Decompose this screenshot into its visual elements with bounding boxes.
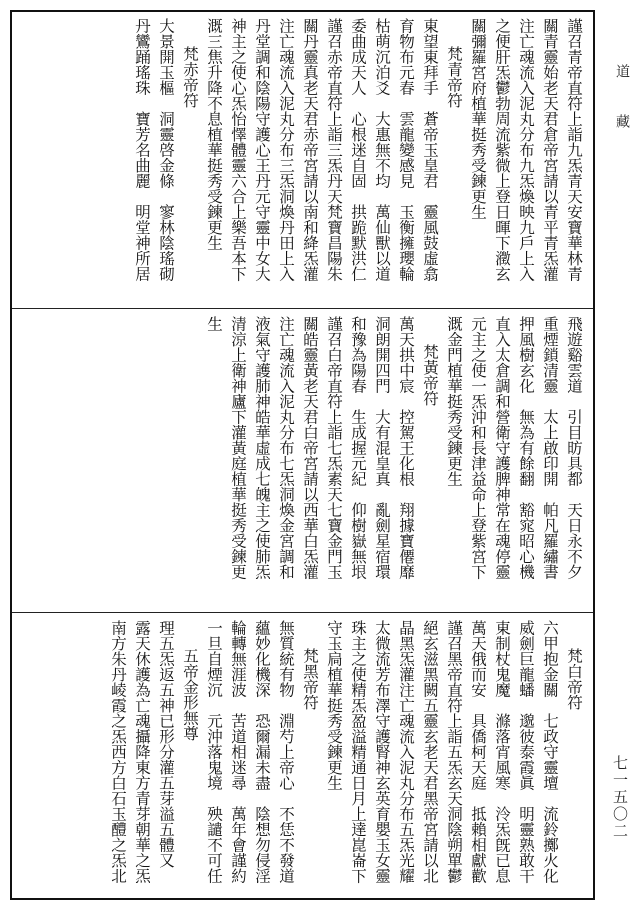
text-column: 萬天俄而安 具僑柯天庭 抵賴相獻歡 xyxy=(469,620,487,884)
text-column: 注亡魂流入泥丸分布九炁煥映九戶上入 xyxy=(517,18,535,282)
text-column: 關皓靈黃老天君白帝宮請以西華白炁灌 xyxy=(301,316,319,580)
text-column: 珠主之使精炁盈溢精通日月上達崑崙下 xyxy=(349,620,367,884)
scripture-side-title: 道 藏 xyxy=(614,64,630,138)
page-number: 七一五〇二 xyxy=(611,755,629,840)
text-column: 大景開玉樞 洞靈啓金條 寥林陰瑤砌 xyxy=(157,18,175,282)
text-column: 守玉扃植華挺秀受鍊更生 xyxy=(325,620,343,791)
text-column: 注亡魂流入泥丸分布七炁洞煥金宮調和 xyxy=(277,316,295,580)
page-frame xyxy=(10,10,595,900)
text-column: 液氣守護肺神皓華虛成七魄主之使肺炁 xyxy=(253,316,271,580)
text-column: 飛遊谿雲道 引目昉具都 天日永不夕 xyxy=(565,316,583,580)
text-column: 六甲抱金關 七政守靈壇 流鈴擲火化 xyxy=(541,620,559,884)
text-column: 東望東拜手 蒼帝玉皇君 靈風鼓虛翕 xyxy=(421,18,439,282)
text-column: 東制杖鬼魔 滌落宵風寒 泠炁旣已息 xyxy=(493,620,511,884)
text-column: 清涼上衛神廬下灌黃庭植華挺秀受鍊更 xyxy=(229,316,247,580)
text-column: 生 xyxy=(205,316,223,332)
text-column: 梵黑帝符 xyxy=(301,648,319,710)
text-column: 一旦自煙沉 元沖落鬼境 殃譴不可任 xyxy=(205,620,223,884)
text-column: 元主之使一炁沖和長津益命上登紫宮下 xyxy=(469,316,487,580)
text-column: 謹召白帝直符上詣七炁素天七寶金門玉 xyxy=(325,316,343,580)
text-column: 無質統有物 淵芍上帝心 不恁不發道 xyxy=(277,620,295,884)
text-column: 關彌羅宮府植華挺秀受鍊更生 xyxy=(469,18,487,220)
text-column: 謹召青帝直符上詣九炁青天安寶華林青 xyxy=(565,18,583,282)
text-column: 注亡魂流入泥丸分布三炁洞煥丹田上入 xyxy=(277,18,295,282)
text-column: 押風樹玄化 無為有餘翻 豁窕昭心機 xyxy=(517,316,535,580)
text-column: 丹堂調和陰陽守護心王丹元守靈中女大 xyxy=(253,18,271,282)
text-column: 萬天拱中宸 控駕王化根 翔據寶僊靡 xyxy=(397,316,415,580)
text-column: 太微流芳布澤守護腎神玄英育嬰玉女靈 xyxy=(373,620,391,884)
text-column: 洞朗開四門 大有混皇真 亂劍星宿環 xyxy=(373,316,391,580)
text-column: 梵赤帝符 xyxy=(181,46,199,108)
text-column: 育物布元春 雲龍變感見 玉衡擁瓔輪 xyxy=(397,18,415,282)
text-column: 重煙鎖清靈 太上啟印開 帕凡羅繡書 xyxy=(541,316,559,580)
text-band-middle xyxy=(20,316,585,606)
text-column: 露天休護為亡魂攝降東方青芽朝華之炁 xyxy=(133,620,151,884)
text-column: 溉金門植華挺秀受鍊更生 xyxy=(445,316,463,487)
text-column: 梵白帝符 xyxy=(565,648,583,710)
text-column: 丹鸞踊瑤珠 寶芳名曲麗 明堂神所居 xyxy=(133,18,151,282)
text-column: 輪轉無涯波 苦道相迷尋 萬年會謹約 xyxy=(229,620,247,884)
text-column: 關青靈始老天君倉帝宮請以青平青炁灌 xyxy=(541,18,559,282)
text-column: 溉三焦升降不息植華挺秀受鍊更生 xyxy=(205,18,223,251)
text-column: 南方朱丹崚霞之炁西方白石玉醴之炁北 xyxy=(109,620,127,884)
text-column: 之便肝炁鬱勃周流紫微上登日暉下瀓玄 xyxy=(493,18,511,282)
text-column: 神主之使心炁怡懌體靈六合上樂吾本下 xyxy=(229,18,247,282)
text-column: 關丹靈真老天君赤帝宮請以南和絳炁灌 xyxy=(301,18,319,282)
text-column: 晶黑炁灌注亡魂流入泥丸分布五炁光耀 xyxy=(397,620,415,884)
text-band-bottom xyxy=(20,620,585,894)
text-column: 梵黃帝符 xyxy=(421,344,439,406)
text-column: 直入太倉調和營衛守護脾神常在魂停靈 xyxy=(493,316,511,580)
text-column: 梵青帝符 xyxy=(445,46,463,108)
band-divider-1 xyxy=(12,308,593,309)
text-column: 謹召赤帝直符上詣三炁丹天梵寶昌陽朱 xyxy=(325,18,343,282)
band-divider-2 xyxy=(12,612,593,613)
text-column: 威劍巨龍蟠 邈彼泰霞眞 明靈熟敢干 xyxy=(517,620,535,884)
text-column: 蘊妙化機深 恐爾漏未盡 陰想勿侵淫 xyxy=(253,620,271,884)
text-band-top xyxy=(20,18,585,302)
text-column: 委曲成天人 心根迷自固 拱跪默洪仁 xyxy=(349,18,367,282)
text-column: 五帝金形無尊 xyxy=(181,648,199,741)
text-column: 謹召黑帝直符上詣五炁玄天洞陰朔單鬱 xyxy=(445,620,463,884)
text-column: 枯萌沉泊爻 大惠無不均 萬仙獸以道 xyxy=(373,18,391,282)
text-column: 理五炁返五神已形分灌五芽溢五體又 xyxy=(157,620,175,868)
text-column: 和豫為陽春 生成握元紀 仰樹嶽無垠 xyxy=(349,316,367,580)
text-column: 絕玄滋黑闕五靈玄老天君黑帝宮請以北 xyxy=(421,620,439,884)
